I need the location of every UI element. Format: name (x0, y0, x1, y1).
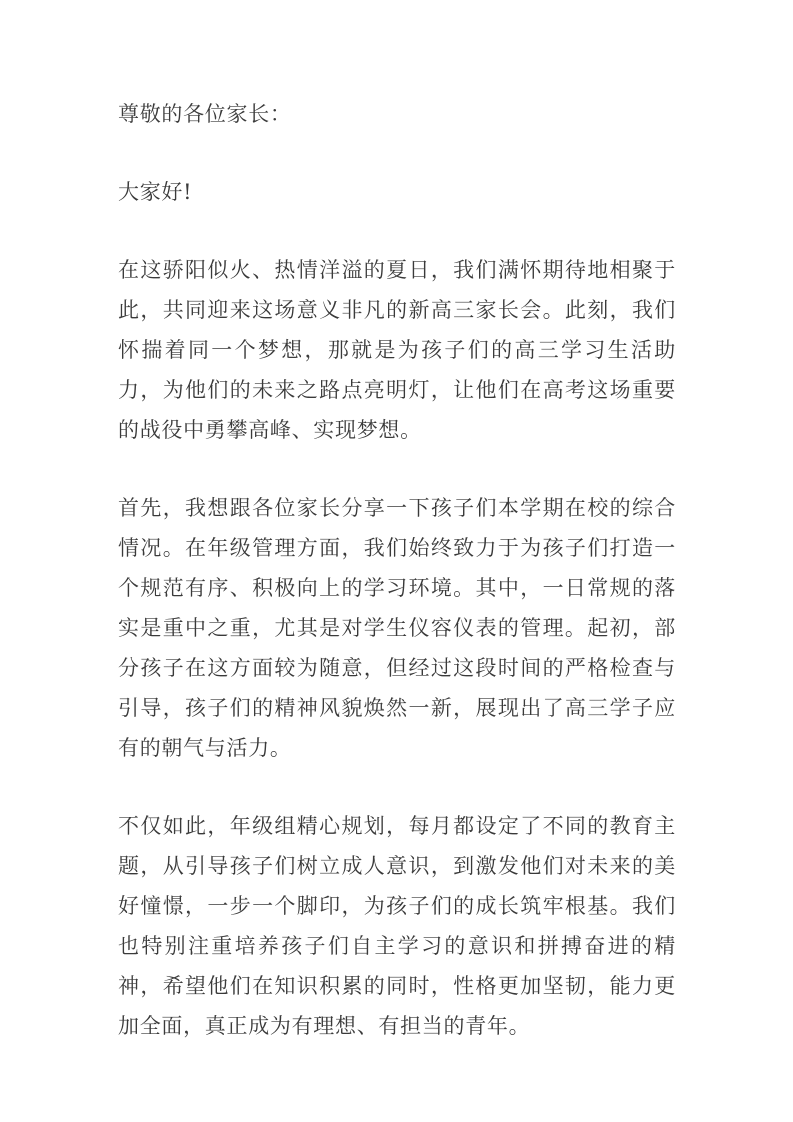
body-paragraph-2: 首先，我想跟各位家长分享一下孩子们本学期在校的综合情况。在年级管理方面，我们始终致力于为孩子们打造一个规范有序、积极向上的学习环境。其中，一日常规的落实是重中之重，尤其是对学生仪容仪表的管理。起初，部分孩子在这方面较为随意，但经过这段时间的严格检查与引导，孩子们的精神风貌焕然一新，展现出了高三学子应有的朝气与活力。 (118, 496, 676, 760)
greeting-line: 大家好! (118, 180, 193, 204)
body-paragraph-3: 不仅如此，年级组精心规划，每月都设定了不同的教育主题，从引导孩子们树立成人意识，到激发他们对未来的美好憧憬，一步一个脚印，为孩子们的成长筑牢根基。我们也特别注重培养孩子们自主学习的意识和拼搏奋进的精神，希望他们在知识积累的同时，性格更加坚韧，能力更加全面，真正成为有理想、有担当的青年。 (118, 814, 676, 1038)
body-paragraph-1: 在这骄阳似火、热情洋溢的夏日，我们满怀期待地相聚于此，共同迎来这场意义非凡的新高三家长会。此刻，我们怀揣着同一个梦想，那就是为孩子们的高三学习生活助力，为他们的未来之路点亮明灯，让他们在高考这场重要的战役中勇攀高峰、实现梦想。 (118, 258, 676, 442)
salutation-line: 尊敬的各位家长： (118, 102, 292, 126)
document-text-column (118, 94, 676, 1046)
